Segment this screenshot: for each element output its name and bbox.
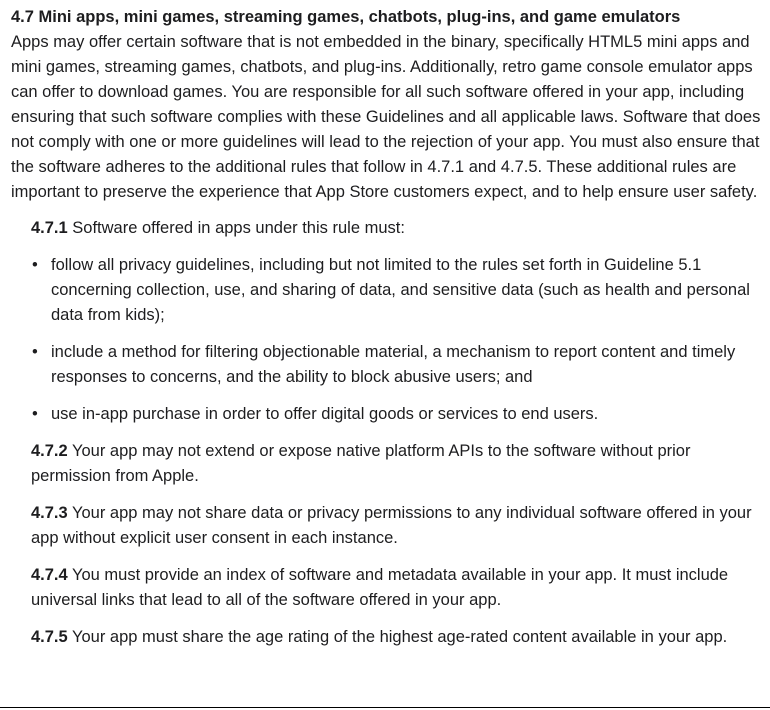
rule-text: Software offered in apps under this rule must: <box>67 219 405 237</box>
rule-number: 4.7.2 <box>31 442 68 460</box>
rule-number: 4.7.3 <box>31 504 68 522</box>
rule-number: 4.7.5 <box>31 628 68 646</box>
rule-4-7-1-list <box>31 253 763 427</box>
rule-text: Your app may not share data or privacy permissions to any individual software offered in your app without explicit user consent in each instance. <box>31 504 752 547</box>
rule-4-7-2 <box>31 439 763 489</box>
list-item <box>31 402 763 427</box>
subsections <box>31 216 763 650</box>
guideline-document <box>11 5 763 662</box>
bullet-icon: • <box>32 343 38 361</box>
section-title: 4.7 Mini apps, mini games, streaming games, chatbots, plug-ins, and game emulators <box>11 8 681 26</box>
list-item-text: use in-app purchase in order to offer digital goods or services to end users. <box>51 405 599 423</box>
rule-text: Your app must share the age rating of the highest age-rated content available in your app. <box>67 628 728 646</box>
list-item-text: follow all privacy guidelines, including but not limited to the rules set forth in Guideline 5.1 concerning collection, use, and sharing of data, and sensitive data (such as health and personal data from kids); <box>51 256 750 324</box>
list-item <box>31 340 763 390</box>
rule-4-7-4 <box>31 563 763 613</box>
bottom-divider <box>0 707 770 708</box>
list-item <box>31 253 763 328</box>
rule-number: 4.7.4 <box>31 566 68 584</box>
bullet-icon: • <box>32 256 38 274</box>
rule-4-7-1 <box>31 216 763 241</box>
section-intro: Apps may offer certain software that is not embedded in the binary, specifically HTML5 mini apps and mini games, streaming games, chatbots, and plug-ins. Additionally, retro game console emulator apps can offer to download games. You are responsible for all such software offered in your app, including ensuring that such software complies with these Guidelines and all applicable laws. Software that does not comply with one or more guidelines will lead to the rejection of your app. You must also ensure that the software adheres to the additional rules that follow in 4.7.1 and 4.7.5. These additional rules are important to preserve the experience that App Store customers expect, and to help ensure user safety. <box>11 33 761 201</box>
rule-4-7-3 <box>31 501 763 551</box>
rule-text: Your app may not extend or expose native platform APIs to the software without prior permission from Apple. <box>31 442 691 485</box>
rule-text: You must provide an index of software and metadata available in your app. It must include universal links that lead to all of the software offered in your app. <box>31 566 729 609</box>
list-item-text: include a method for filtering objectionable material, a mechanism to report content and timely responses to concerns, and the ability to block abusive users; and <box>51 343 736 386</box>
rule-number: 4.7.1 <box>31 219 68 237</box>
rule-4-7-5 <box>31 625 763 650</box>
bullet-icon: • <box>32 405 38 423</box>
